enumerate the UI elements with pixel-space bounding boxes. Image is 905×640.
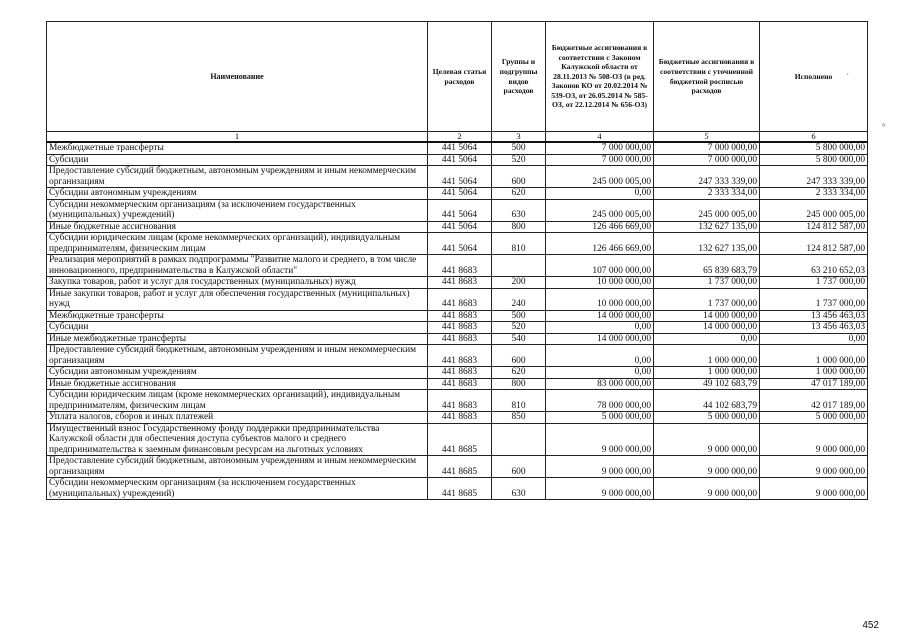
row-refined-amount: 14 000 000,00	[654, 310, 760, 322]
row-expense-group	[492, 423, 546, 456]
row-target-code: 441 8683	[428, 367, 492, 379]
row-refined-amount: 132 627 135,00	[654, 233, 760, 255]
header-name: Наименование	[47, 22, 428, 132]
row-law-amount: 245 000 005,00	[546, 166, 654, 188]
row-name: Межбюджетные трансферты	[47, 142, 428, 154]
row-executed-amount: 247 333 339,00	[760, 166, 868, 188]
row-target-code: 441 5064	[428, 142, 492, 154]
row-target-code: 441 5064	[428, 233, 492, 255]
row-target-code: 441 8683	[428, 310, 492, 322]
column-number: 6	[760, 132, 868, 143]
row-refined-amount: 9 000 000,00	[654, 423, 760, 456]
row-expense-group: 600	[492, 345, 546, 367]
table-row	[47, 333, 868, 345]
row-expense-group	[492, 255, 546, 277]
row-executed-amount: 0,00	[760, 333, 868, 345]
table-row	[47, 288, 868, 310]
row-name: Предоставление субсидий бюджетным, автономным учреждениям и иным некоммерческим организациям	[47, 456, 428, 478]
row-refined-amount: 247 333 339,00	[654, 166, 760, 188]
row-executed-amount: 5 000 000,00	[760, 412, 868, 424]
row-executed-amount: 245 000 005,00	[760, 199, 868, 221]
table-body	[47, 142, 868, 500]
row-target-code: 441 8685	[428, 478, 492, 500]
row-name: Уплата налогов, сборов и иных платежей	[47, 412, 428, 424]
header-law-allocations: Бюджетные ассигнования в соответствии с Законом Калужской области от 28.11.2013 № 508-ОЗ (в ред. Законов КО от 20.02.2014 № 539-ОЗ, от 26.05.2014 № 585-ОЗ, от 22.12.2014 № 656-ОЗ)	[546, 22, 654, 132]
row-name: Иные закупки товаров, работ и услуг для обеспечения государственных (муниципальных) нужд	[47, 288, 428, 310]
row-law-amount: 78 000 000,00	[546, 390, 654, 412]
row-executed-amount: 124 812 587,00	[760, 233, 868, 255]
row-expense-group: 500	[492, 310, 546, 322]
row-expense-group: 540	[492, 333, 546, 345]
row-executed-amount: 5 800 000,00	[760, 154, 868, 166]
row-name: Межбюджетные трансферты	[47, 310, 428, 322]
table-row	[47, 166, 868, 188]
row-refined-amount: 44 102 683,79	[654, 390, 760, 412]
row-target-code: 441 5064	[428, 154, 492, 166]
row-executed-amount: 124 812 587,00	[760, 221, 868, 233]
row-target-code: 441 5064	[428, 188, 492, 200]
row-refined-amount: 9 000 000,00	[654, 456, 760, 478]
row-target-code: 441 8683	[428, 390, 492, 412]
table-row	[47, 233, 868, 255]
table-row	[47, 345, 868, 367]
row-target-code: 441 8683	[428, 378, 492, 390]
row-law-amount: 7 000 000,00	[546, 154, 654, 166]
table-row	[47, 142, 868, 154]
column-number: 2	[428, 132, 492, 143]
row-expense-group: 240	[492, 288, 546, 310]
row-law-amount: 83 000 000,00	[546, 378, 654, 390]
row-law-amount: 14 000 000,00	[546, 310, 654, 322]
row-expense-group: 630	[492, 478, 546, 500]
table-row	[47, 367, 868, 379]
row-law-amount: 126 466 669,00	[546, 233, 654, 255]
row-name: Субсидии	[47, 322, 428, 334]
row-name: Предоставление субсидий бюджетным, автономным учреждениям и иным некоммерческим организациям	[47, 166, 428, 188]
budget-table	[46, 21, 868, 500]
row-name: Субсидии автономным учреждениям	[47, 367, 428, 379]
row-expense-group: 620	[492, 367, 546, 379]
row-law-amount: 10 000 000,00	[546, 288, 654, 310]
row-name: Субсидии некоммерческим организациям (за исключением государственных (муниципальных) учреждений)	[47, 199, 428, 221]
row-expense-group: 600	[492, 166, 546, 188]
table-row	[47, 423, 868, 456]
row-name: Предоставление субсидий бюджетным, автономным учреждениям и иным некоммерческим организациям	[47, 345, 428, 367]
row-law-amount: 0,00	[546, 322, 654, 334]
row-refined-amount: 65 839 683,79	[654, 255, 760, 277]
table-row	[47, 199, 868, 221]
row-refined-amount: 14 000 000,00	[654, 322, 760, 334]
row-executed-amount: 13 456 463,03	[760, 322, 868, 334]
header-expense-groups: Группы и подгруппы видов расходов	[492, 22, 546, 132]
row-name: Субсидии юридическим лицам (кроме некоммерческих организаций), индивидуальным предпринимателям, физическим лицам	[47, 233, 428, 255]
row-law-amount: 9 000 000,00	[546, 478, 654, 500]
header-refined-allocations: Бюджетные ассигнования в соответствии с уточненной бюджетной росписью расходов	[654, 22, 760, 132]
row-expense-group: 810	[492, 390, 546, 412]
column-number: 1	[47, 132, 428, 143]
row-target-code: 441 5064	[428, 221, 492, 233]
row-refined-amount: 5 000 000,00	[654, 412, 760, 424]
table-row	[47, 390, 868, 412]
column-number: 5	[654, 132, 760, 143]
row-executed-amount: 1 000 000,00	[760, 367, 868, 379]
row-law-amount: 10 000 000,00	[546, 277, 654, 289]
column-number-row	[47, 132, 868, 143]
table-row	[47, 310, 868, 322]
row-law-amount: 9 000 000,00	[546, 456, 654, 478]
scan-mark: ˊ	[846, 72, 849, 82]
row-target-code: 441 8683	[428, 255, 492, 277]
table-header-row	[47, 22, 868, 132]
row-executed-amount: 5 800 000,00	[760, 142, 868, 154]
row-name: Закупка товаров, работ и услуг для государственных (муниципальных) нужд	[47, 277, 428, 289]
row-refined-amount: 49 102 683,79	[654, 378, 760, 390]
row-expense-group: 630	[492, 199, 546, 221]
row-refined-amount: 1 000 000,00	[654, 367, 760, 379]
row-name: Субсидии некоммерческим организациям (за исключением государственных (муниципальных) учреждений)	[47, 478, 428, 500]
row-law-amount: 0,00	[546, 188, 654, 200]
row-expense-group: 850	[492, 412, 546, 424]
table-row	[47, 221, 868, 233]
row-executed-amount: 42 017 189,00	[760, 390, 868, 412]
table-row	[47, 277, 868, 289]
row-executed-amount: 1 000 000,00	[760, 345, 868, 367]
row-name: Субсидии автономным учреждениям	[47, 188, 428, 200]
row-expense-group: 810	[492, 233, 546, 255]
table-row	[47, 412, 868, 424]
header-executed: Исполнено	[760, 22, 868, 132]
row-law-amount: 0,00	[546, 345, 654, 367]
row-executed-amount: 1 737 000,00	[760, 277, 868, 289]
column-number: 3	[492, 132, 546, 143]
row-executed-amount: 9 000 000,00	[760, 456, 868, 478]
row-refined-amount: 7 000 000,00	[654, 154, 760, 166]
row-executed-amount: 2 333 334,00	[760, 188, 868, 200]
row-name: Иные межбюджетные трансферты	[47, 333, 428, 345]
row-expense-group: 520	[492, 154, 546, 166]
row-refined-amount: 0,00	[654, 333, 760, 345]
row-refined-amount: 9 000 000,00	[654, 478, 760, 500]
row-executed-amount: 63 210 652,03	[760, 255, 868, 277]
table-row	[47, 456, 868, 478]
row-executed-amount: 9 000 000,00	[760, 423, 868, 456]
row-name: Субсидии	[47, 154, 428, 166]
table-row	[47, 154, 868, 166]
row-target-code: 441 8683	[428, 288, 492, 310]
table-row	[47, 378, 868, 390]
row-target-code: 441 8683	[428, 333, 492, 345]
row-refined-amount: 1 737 000,00	[654, 288, 760, 310]
row-refined-amount: 1 737 000,00	[654, 277, 760, 289]
row-expense-group: 600	[492, 456, 546, 478]
row-expense-group: 620	[492, 188, 546, 200]
row-law-amount: 14 000 000,00	[546, 333, 654, 345]
row-target-code: 441 8683	[428, 277, 492, 289]
row-name: Реализация мероприятий в рамках подпрограммы "Развитие малого и среднего, в том числе инновационного, предпринимательства в Калужской области"	[47, 255, 428, 277]
row-name: Субсидии юридическим лицам (кроме некоммерческих организаций), индивидуальным предпринимателям, физическим лицам	[47, 390, 428, 412]
row-name: Иные бюджетные ассигнования	[47, 221, 428, 233]
row-law-amount: 7 000 000,00	[546, 142, 654, 154]
row-refined-amount: 1 000 000,00	[654, 345, 760, 367]
row-expense-group: 200	[492, 277, 546, 289]
row-executed-amount: 13 456 463,03	[760, 310, 868, 322]
row-target-code: 441 8683	[428, 345, 492, 367]
header-target-article: Целевая статья расходов	[428, 22, 492, 132]
scan-mark: °	[882, 122, 886, 132]
row-executed-amount: 9 000 000,00	[760, 478, 868, 500]
table-row	[47, 478, 868, 500]
table-row	[47, 255, 868, 277]
column-number: 4	[546, 132, 654, 143]
row-target-code: 441 5064	[428, 199, 492, 221]
row-refined-amount: 7 000 000,00	[654, 142, 760, 154]
page-number: 452	[862, 620, 879, 631]
row-expense-group: 520	[492, 322, 546, 334]
row-expense-group: 800	[492, 378, 546, 390]
row-law-amount: 126 466 669,00	[546, 221, 654, 233]
row-refined-amount: 2 333 334,00	[654, 188, 760, 200]
row-expense-group: 800	[492, 221, 546, 233]
row-refined-amount: 132 627 135,00	[654, 221, 760, 233]
row-executed-amount: 47 017 189,00	[760, 378, 868, 390]
row-target-code: 441 5064	[428, 166, 492, 188]
row-name: Имущественный взнос Государственному фонду поддержки предпринимательства Калужской области для обеспечения доступа субъектов малого и среднего предпринимательства к заемным финансовым ресурсам на льготных условиях	[47, 423, 428, 456]
table-row	[47, 322, 868, 334]
row-target-code: 441 8685	[428, 423, 492, 456]
row-expense-group: 500	[492, 142, 546, 154]
row-law-amount: 245 000 005,00	[546, 199, 654, 221]
row-law-amount: 5 000 000,00	[546, 412, 654, 424]
row-executed-amount: 1 737 000,00	[760, 288, 868, 310]
row-name: Иные бюджетные ассигнования	[47, 378, 428, 390]
table-row	[47, 188, 868, 200]
row-refined-amount: 245 000 005,00	[654, 199, 760, 221]
row-target-code: 441 8683	[428, 322, 492, 334]
row-law-amount: 0,00	[546, 367, 654, 379]
row-target-code: 441 8685	[428, 456, 492, 478]
row-law-amount: 9 000 000,00	[546, 423, 654, 456]
row-target-code: 441 8683	[428, 412, 492, 424]
row-law-amount: 107 000 000,00	[546, 255, 654, 277]
